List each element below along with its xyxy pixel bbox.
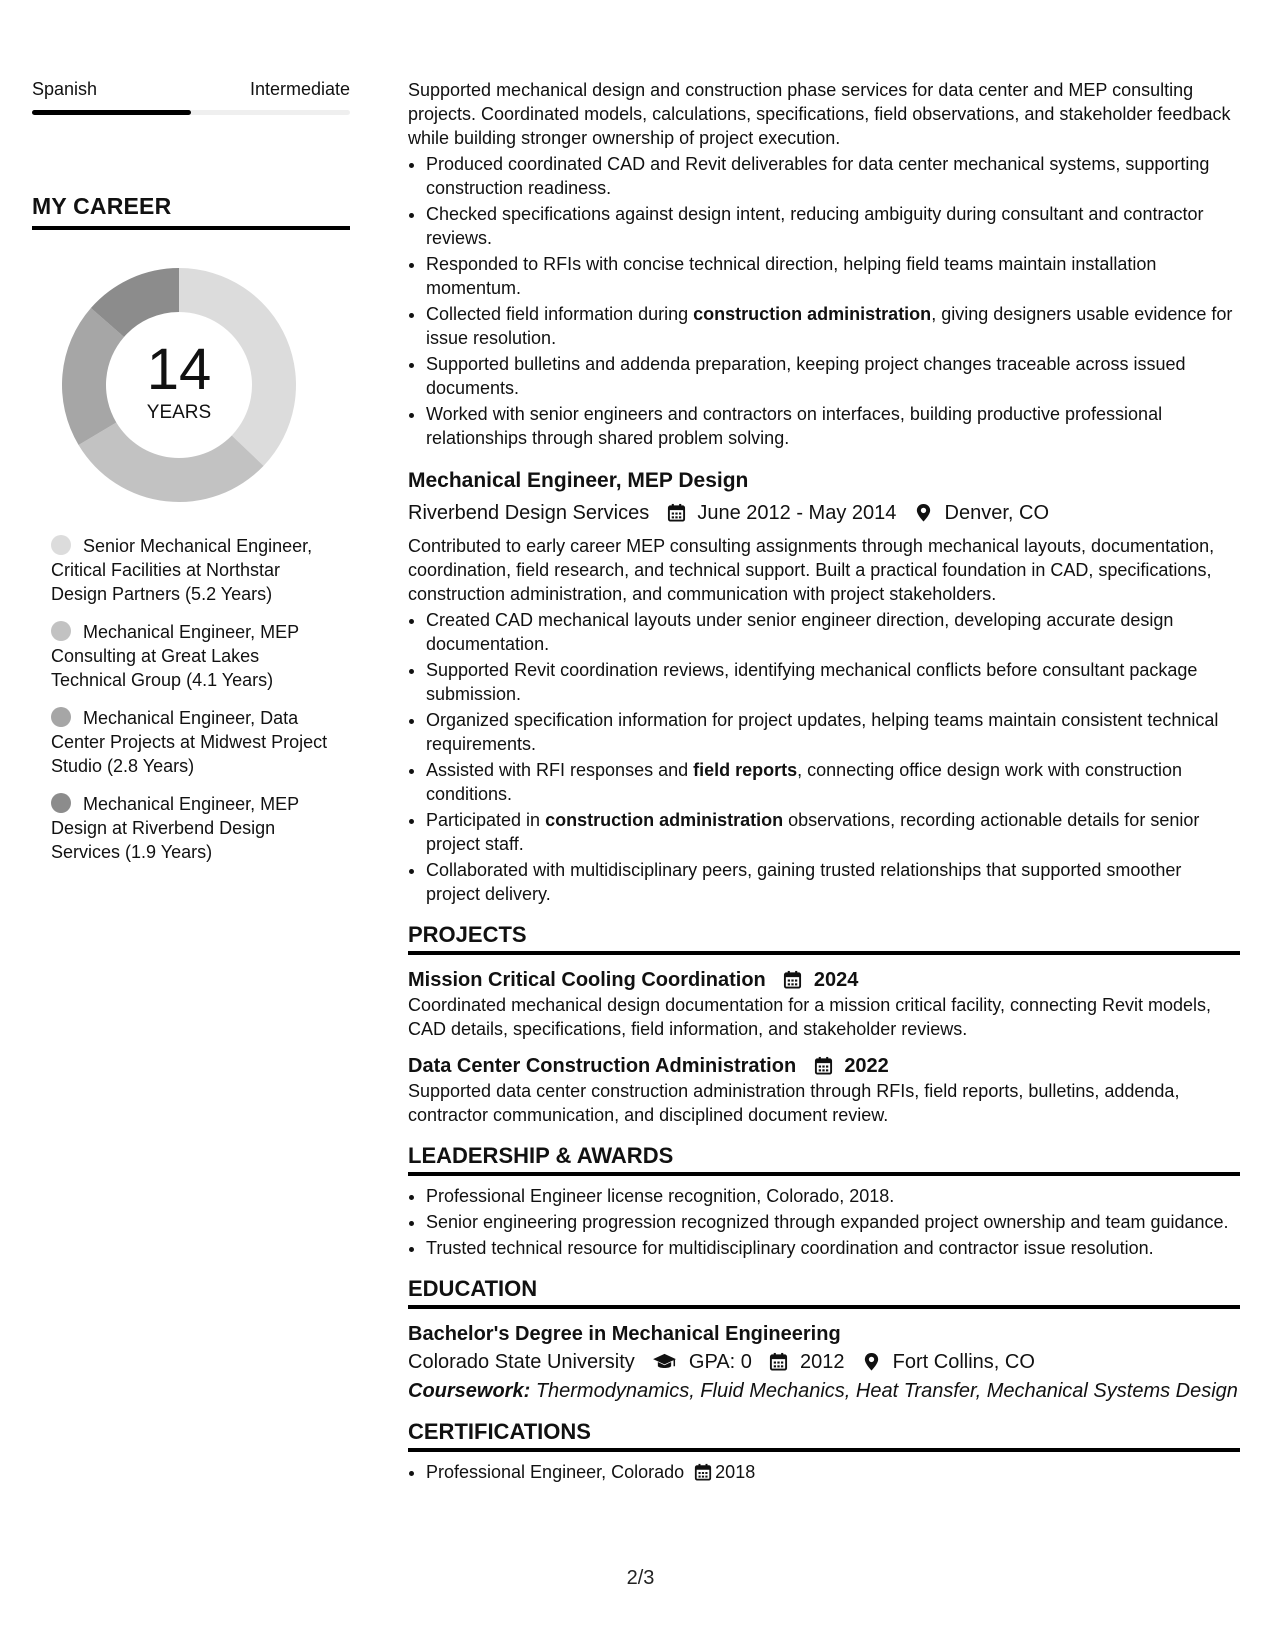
job-summary: Contributed to early career MEP consulting assignments through mechanical layouts, documentation, coordination, field research, and technical support. Built a practical foundation in CAD, specifications, construction administration, and communication with project stakeholders. xyxy=(408,536,1215,604)
job-dates: June 2012 - May 2014 xyxy=(697,502,897,524)
legend-label: Mechanical Engineer, MEP Design at Riverbend Design Services (1.9 Years) xyxy=(51,794,299,862)
bullet-item: • Participated in construction administration observations, recording actionable details for senior project staff. xyxy=(426,808,1240,856)
bullet-item: • Produced coordinated CAD and Revit deliverables for data center mechanical systems, supporting construction readiness. xyxy=(426,152,1240,200)
bullet-item: • Collected field information during construction administration, giving designers usable evidence for issue resolution. xyxy=(426,302,1240,350)
career-section-title: MY CAREER xyxy=(32,193,350,230)
legend-item xyxy=(51,620,331,692)
calendar-icon xyxy=(783,970,802,989)
bullet-item: • Created CAD mechanical layouts under senior engineer direction, developing accurate design documentation. xyxy=(426,608,1240,656)
project-name: Data Center Construction Administration xyxy=(408,1055,797,1077)
calendar-icon xyxy=(769,1352,788,1371)
coursework-list: Thermodynamics, Fluid Mechanics, Heat Transfer, Mechanical Systems Design xyxy=(535,1380,1238,1402)
coursework xyxy=(408,1379,1240,1403)
donut-center xyxy=(56,262,302,508)
bullet-item: • Assisted with RFI responses and field reports, connecting office design work with construction conditions. xyxy=(426,758,1240,806)
total-years-number: 14 xyxy=(146,337,212,402)
graduation-cap-icon xyxy=(652,1352,677,1371)
legend-label: Mechanical Engineer, MEP Consulting at Great Lakes Technical Group (4.1 Years) xyxy=(51,622,299,690)
certifications-list xyxy=(408,1460,1240,1484)
language-progress-bar xyxy=(32,110,350,115)
legend-dot-icon xyxy=(51,793,71,813)
calendar-icon xyxy=(667,503,686,522)
job-bullets xyxy=(408,608,1240,906)
main-content xyxy=(408,78,1240,1486)
legend-item xyxy=(51,706,331,778)
sidebar xyxy=(32,78,350,878)
language-level: Intermediate xyxy=(249,79,350,99)
bullet-item: • Supported Revit coordination reviews, identifying mechanical conflicts before consultant package submission. xyxy=(426,658,1240,706)
education-location: Fort Collins, CO xyxy=(892,1351,1035,1373)
legend-item xyxy=(51,534,331,606)
project-description: Supported data center construction administration through RFIs, field reports, bulletins, addenda, contractor communication, and disciplined document review. xyxy=(408,1081,1180,1125)
education-meta xyxy=(408,1349,1240,1375)
job-location: Denver, CO xyxy=(944,502,1049,524)
project-title xyxy=(408,967,1240,993)
project-year: 2022 xyxy=(844,1055,889,1077)
project-description: Coordinated mechanical design documentation for a mission critical facility, connecting Revit models, CAD details, specifications, field information, and stakeholder reviews. xyxy=(408,995,1212,1039)
legend-dot-icon xyxy=(51,621,71,641)
award-item: • Trusted technical resource for multidisciplinary coordination and contractor issue resolution. xyxy=(426,1236,1240,1260)
bullet-item: • Responded to RFIs with concise technical direction, helping field teams maintain installation momentum. xyxy=(426,252,1240,300)
education-year: 2012 xyxy=(800,1351,845,1373)
prev-job-summary: Supported mechanical design and construction phase services for data center and MEP consulting projects. Coordinated models, calculations, specifications, field observations, and stakeholder feedback while building stronger ownership of project execution. xyxy=(408,80,1231,148)
award-item: • Professional Engineer license recognition, Colorado, 2018. xyxy=(426,1184,1240,1208)
award-item: • Senior engineering progression recognized through expanded project ownership and team guidance. xyxy=(426,1210,1240,1234)
bullet-item: • Supported bulletins and addenda preparation, keeping project changes traceable across issued documents. xyxy=(426,352,1240,400)
page-number: 2/3 xyxy=(626,1567,655,1589)
bullet-item: • Collaborated with multidisciplinary peers, gaining trusted relationships that supported smoother project delivery. xyxy=(426,858,1240,906)
coursework-label: Coursework: xyxy=(408,1380,531,1402)
education-section-title: EDUCATION xyxy=(408,1276,1240,1309)
project-title xyxy=(408,1053,1240,1079)
total-years-unit: YEARS xyxy=(146,402,212,423)
language-progress-fill xyxy=(32,110,191,115)
job-title: Mechanical Engineer, MEP Design xyxy=(408,469,749,492)
certification-name: Professional Engineer, Colorado xyxy=(426,1462,685,1482)
job-meta xyxy=(408,500,1240,526)
language-name: Spanish xyxy=(32,79,98,99)
location-pin-icon xyxy=(914,503,933,522)
school-name: Colorado State University xyxy=(408,1351,635,1373)
certification-year: 2018 xyxy=(715,1462,756,1482)
calendar-icon xyxy=(694,1463,712,1481)
career-legend xyxy=(51,534,331,864)
bullet-item: • Checked specifications against design intent, reducing ambiguity during consultant and contractor reviews. xyxy=(426,202,1240,250)
awards-list xyxy=(408,1184,1240,1260)
degree-title: Bachelor's Degree in Mechanical Engineering xyxy=(408,1323,841,1345)
awards-section-title: LEADERSHIP & AWARDS xyxy=(408,1143,1240,1176)
gpa: GPA: 0 xyxy=(688,1351,752,1373)
location-pin-icon xyxy=(862,1352,881,1371)
legend-item xyxy=(51,792,331,864)
certifications-section-title: CERTIFICATIONS xyxy=(408,1419,1240,1452)
bullet-item: • Worked with senior engineers and contractors on interfaces, building productive professional relationships through shared problem solving. xyxy=(426,402,1240,450)
project-year: 2024 xyxy=(813,969,859,991)
legend-dot-icon xyxy=(51,535,71,555)
legend-label: Senior Mechanical Engineer, Critical Facilities at Northstar Design Partners (5.2 Years) xyxy=(51,536,313,604)
job-company: Riverbend Design Services xyxy=(408,502,650,524)
language-row xyxy=(32,78,350,100)
career-donut-chart xyxy=(56,262,302,508)
bullet-item: • Organized specification information for project updates, helping teams maintain consistent technical requirements. xyxy=(426,708,1240,756)
prev-job-bullets xyxy=(408,152,1240,450)
legend-label: Mechanical Engineer, Data Center Projects at Midwest Project Studio (2.8 Years) xyxy=(51,708,328,776)
legend-dot-icon xyxy=(51,707,71,727)
projects-section-title: PROJECTS xyxy=(408,922,1240,955)
certification-item xyxy=(426,1460,1240,1484)
calendar-icon xyxy=(814,1056,833,1075)
project-name: Mission Critical Cooling Coordination xyxy=(408,969,766,991)
